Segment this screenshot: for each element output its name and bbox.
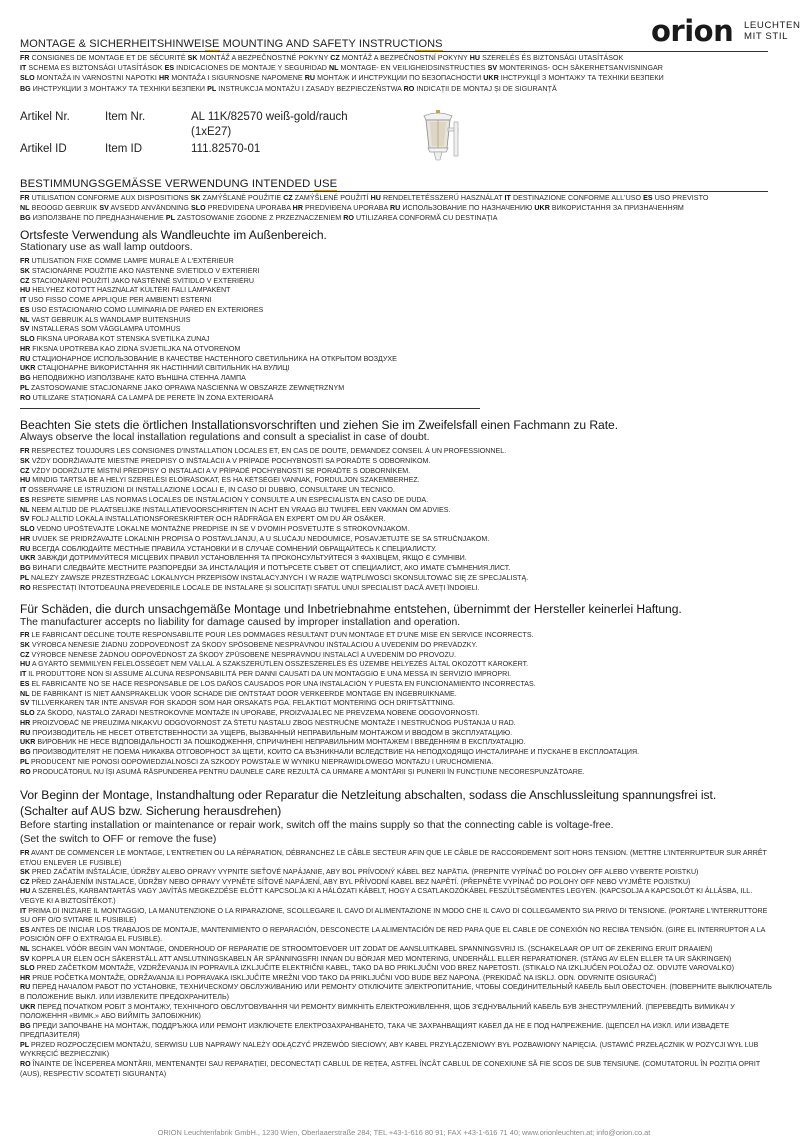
power-heading-de-note: (Schalter auf AUS bzw. Sicherung herausdrehen) — [20, 804, 282, 818]
usage-translation-item: SK STACIONÁRNE POUŽITIE AKO NÁSTENNÉ SVIETIDLO V EXTERIÉRI — [20, 266, 260, 275]
power-translation-item: BG ПРЕДИ ЗАПОЧВАНЕ НА МОНТАЖ, ПОДДРЪЖКА ИЛИ РЕМОНТ ИЗКЛЮЧЕТЕ ЕЛЕКТРОЗАХРАНВАНЕТО, ТАКА ЧЕ ЗАХРАНВАЩИЯТ КАБЕЛ ДА НЕ Е ПОД НАПРЕЖЕНИЕ. (ЩЕПСЕЛ НА ИЗКЛ. ИЛИ ИЗВАДЕТЕ ПРЕДПАЗИТЕЛЯ) — [20, 1021, 730, 1040]
title-translation-line: FR CONSIGNES DE MONTAGE ET DE SÉCURITÉ SK MONTÁŽ A BEZPEČNOSTNÉ POKYNY CZ MONTÁŽ A BEZPEČNOSTNÍ POKYNY HU SZERELÉS ÉS BIZTONSÁGI UTASÍTÁSOK — [20, 54, 624, 62]
article-nr-value: AL 11K/82570 weiß-gold/rauch — [191, 111, 348, 123]
regulations-translation-item: CZ VŽDY DODRŽUJTE MÍSTNÍ PŘEDPISY O INSTALACI A V PŘÍPADĚ POCHYBNOSTÍ SE PORAĎTE S ODBORNÍKEM. — [20, 466, 411, 475]
power-translation-item: HU A SZERELÉS, KARBANTARTÁS VAGY JAVÍTÁS MEGKEZDÉSE ELŐTT KAPCSOLJA KI A HÁLÓZATI KÁBELT, HOGY A CSATLAKOZÓKÁBEL FESZÜLTSÉGMENTES LEGYEN. (KAPCSOLJA A KAPCSOLÓT KI ÁLLÁSBA, ILL. VEGYE KI A BIZTOSÍTÉKOT.) — [20, 887, 753, 905]
usage-translation-item: NL VAST GEBRUIK ALS WANDLAMP BUITENSHUIS — [20, 315, 191, 324]
power-translation-item: ES ANTES DE INICIAR LOS TRABAJOS DE MONTAJE, MANTENIMIENTO O REPARACIÓN, DESCONECTE LA ALIMENTACIÓN DE RED PARA QUE EL CABLE DE CONEXIÓN NO RECIBA TENSIÓN. (GIRE EL INTERRUPTOR A LA POSICIÓN OFF O EXTRAIGA EL FUSIBLE). — [20, 925, 766, 944]
usage-divider — [20, 191, 768, 192]
regulations-translation-item: SK VŽDY DODRŽIAVAJTE MIESTNE PREDPISY O INŠTALÁCII A V PRÍPADE POCHYBNOSTÍ SA PORAĎTE S ODBORNÍKOM. — [20, 456, 431, 465]
usage-translation-item: RO UTILIZARE STAȚIONARĂ CA LAMPĂ DE PERETE ÎN ZONA EXTERIOARĂ — [20, 393, 274, 402]
liability-translation-item: SLO ZA ŠKODO, NASTALO ZARADI NESTROKOVNE MONTAŽE IN UPORABE, PROIZVAJALEC NE PREVZEMA NOBENE ODGOVORNOSTI. — [20, 709, 480, 717]
liability-translation-item: CZ VÝROBCE NENESE ŽÁDNOU ODPOVĚDNOST ZA ŠKODY ZPŮSOBENÉ NESPRÁVNOU INSTALACÍ A UVEDENÍM DO PROVOZU. — [20, 650, 456, 659]
liability-heading-en: The manufacturer accepts no liability for damage caused by improper installation and operation. — [20, 617, 461, 628]
regulations-translation-item: SLO VEDNO UPOŠTEVAJTE LOKALNE MONTAŽNE PREDPISE IN SE V DVOMIH POSVETUJTE S STROKOVNJAKOM. — [20, 525, 410, 533]
liability-translation-item: PL PRODUCENT NIE PONOSI ODPOWIEDZIALNOŚCI ZA SZKODY POWSTAŁE W WYNIKU NIEPRAWIDŁOWEGO MONTAŻU I URUCHOMIENIA. — [20, 757, 494, 766]
logo-tagline-1: LEUCHTEN — [744, 20, 801, 31]
power-heading-en: Before starting installation or maintenance or repair work, switch off the mains supply so that the connecting cable is voltage-free. — [20, 820, 614, 831]
power-translation-item: NL SCHAKEL VÓÓR BEGIN VAN MONTAGE, ONDERHOUD OF REPARATIE DE STROOMTOEVOER UIT ZODAT DE AANSLUITKABEL SPANNINGSVRIJ IS. (SCHAKELAAR OP UIT OF ZEKERING ERUIT DRAAIEN) — [20, 944, 713, 953]
liability-translation-item: UKR ВИРОБНИК НЕ НЕСЕ ВІДПОВІДАЛЬНОСТІ ЗА ПОШКОДЖЕННЯ, СПРИЧИНЕНІ НЕПРАВИЛЬНИМ МОНТАЖЕМ І ВВЕДЕННЯМ В ЕКСПЛУАТАЦІЮ. — [20, 738, 526, 747]
page-title: MONTAGE & SICHERHEITSHINWEISE MOUNTING AND SAFETY INSTRUCTIONS — [20, 38, 443, 50]
usage-translation-line: BG ИЗПОЛЗВАНЕ ПО ПРЕДНАЗНАЧЕНИЕ PL ZASTOSOWANIE ZGODNE Z PRZEZNACZENIEM RO UTILIZAREA CONFORMĂ CU DESTINAȚIA — [20, 214, 498, 223]
liability-translation-list — [20, 631, 772, 777]
usage-translation-item: FR UTILISATION FIXE COMME LAMPE MURALE À L'EXTÉRIEUR — [20, 257, 234, 265]
usage-translation-item: HR FIKSNA UPOTREBA KAO ZIDNA SVJETILJKA NA OTVORENOM — [20, 344, 241, 353]
logo-tagline — [744, 20, 801, 42]
liability-translation-item: RU ПРОИЗВОДИТЕЛЬ НЕ НЕСЕТ ОТВЕТСТВЕННОСТИ ЗА УЩЕРБ, ВЫЗВАННЫЙ НЕПРАВИЛЬНЫМ МОНТАЖОМ И ВВОДОМ В ЭКСПЛУАТАЦИЮ. — [20, 728, 513, 737]
regulations-heading-de: Beachten Sie stets die örtlichen Installationsvorschriften und ziehen Sie im Zweifelsfall einen Fachmann zu Rate. — [20, 418, 619, 432]
regulations-translation-item: RO RESPECTAȚI ÎNTOTDEAUNA PREVEDERILE LOCALE DE INSTALARE ȘI SOLICITAȚI SFATUL UNUI SPECIALIST DACĂ AVEȚI ÎNDOIELI. — [20, 583, 480, 592]
power-heading-de: Vor Beginn der Montage, Instandhaltung oder Reparatur die Netzleitung abschalten, sodass die Anschlussleitung spannungsfrei ist. — [20, 788, 717, 802]
power-translation-item: FR AVANT DE COMMENCER LE MONTAGE, L'ENTRETIEN OU LA RÉPARATION, DÉBRANCHEZ LE CÂBLE SECTEUR AFIN QUE LE CÂBLE DE RACCORDEMENT SOIT HORS TENSION. (METTRE L'INTERRUPTEUR SUR ARRÊT ET/OU ENLEVER LE FUSIBLE) — [20, 849, 767, 867]
regulations-translation-item: UKR ЗАВЖДИ ДОТРИМУЙТЕСЯ МІСЦЕВИХ ПРАВИЛ УСТАНОВЛЕННЯ ТА ПРОКОНСУЛЬТУЙТЕСЯ З ФАХІВЦЕМ, ЯКЩО Є СУМНІВИ. — [20, 554, 467, 563]
usage-translation-line: FR UTILISATION CONFORME AUX DISPOSITIONS SK ZAMÝŠĽANÉ POUŽITIE CZ ZAMÝŠLENÉ POUŽITÍ HU RENDELTETÉSSZERŰ HASZNÁLAT IT DESTINAZIONE CONFORME ALL'USO ES USO PREVISTO — [20, 194, 709, 202]
liability-translation-item: RO PRODUCĂTORUL NU ÎȘI ASUMĂ RĂSPUNDEREA PENTRU DAUNELE CARE REZULTĂ CA URMARE A MONTĂRII ȘI PUNERII ÎN FUNCȚIUNE NECORESPUNZĂTOARE. — [20, 767, 585, 776]
regulations-heading-en: Always observe the local installation regulations and consult a specialist in case of doubt. — [20, 432, 430, 443]
usage-heading-en: Stationary use as wall lamp outdoors. — [20, 242, 193, 253]
usage-list-divider — [20, 408, 480, 409]
usage-translation-item: PL ZASTOSOWANIE STACJONARNE JAKO OPRAWA NAŚCIENNA W OBSZARZE ZEWNĘTRZNYM — [20, 383, 345, 392]
liability-translation-item: SK VÝROBCA NENESIE ŽIADNU ZODPOVEDNOSŤ ZA ŠKODY SPÔSOBENÉ NESPRÁVNOU INŠTALÁCIOU A UVEDENÍM DO PREVÁDZKY. — [20, 640, 478, 649]
liability-translation-item: NL DE FABRIKANT IS NIET AANSPRAKELIJK VOOR SCHADE DIE ONTSTAAT DOOR VERKEERDE MONTAGE EN INGEBRUIKNAME. — [20, 689, 457, 698]
regulations-translation-item: FR RESPECTEZ TOUJOURS LES CONSIGNES D'INSTALLATION LOCALES ET, EN CAS DE DOUTE, DEMANDEZ CONSEIL À UN PROFESSIONNEL. — [20, 447, 507, 455]
power-translation-item: SV KOPPLA UR ELEN OCH SÄKERSTÄLL ATT ANSLUTNINGSKABELN ÄR SPÄNNINGSFRI INNAN DU BÖRJAR MED MONTERING, UNDERHÅLL ELLER REPARATIONER. (STÄNG AV ELEN ELLER TA UR SÄKRINGEN) — [20, 954, 732, 963]
regulations-translation-item: ES RESPETE SIEMPRE LAS NORMAS LOCALES DE INSTALACIÓN Y CONSULTE A UN ESPECIALISTA EN CASO DE DUDA. — [20, 495, 429, 504]
power-translation-list — [20, 849, 772, 1079]
power-translation-item: UKR ПЕРЕД ПОЧАТКОМ РОБІТ З МОНТАЖУ, ТЕХНІЧНОГО ОБСЛУГОВУВАННЯ ЧИ РЕМОНТУ ВИМКНІТЬ ЕЛЕКТРОЖИВЛЕННЯ, ЩОБ З'ЄДНУВАЛЬНИЙ КАБЕЛЬ БУВ ЗНЕСТРУМЛЕНИЙ. (ПЕРЕВЕДІТЬ ВИМИКАЧ У ПОЛОЖЕННЯ «ВИМК.» АБО ВИЙМІТЬ ЗАПОБІЖНИК) — [20, 1002, 735, 1021]
liability-translation-item: ES EL FABRICANTE NO SE HACE RESPONSABLE DE LOS DAÑOS CAUSADOS POR UNA INSTALACIÓN Y PUESTA EN FUNCIONAMIENTO INCORRECTAS. — [20, 679, 536, 688]
regulations-translation-item: PL NALEŻY ZAWSZE PRZESTRZEGAĆ LOKALNYCH PRZEPISÓW INSTALACYJNYCH I W RAZIE WĄTPLIWOŚCI SKONSULTOWAĆ SIĘ ZE SPECJALISTĄ. — [20, 573, 529, 582]
regulations-translation-item: NL NEEM ALTIJD DE PLAATSELIJKE INSTALLATIEVOORSCHRIFTEN IN ACHT EN VRAAG BIJ TWIJFEL EEN VAKMAN OM ADVIES. — [20, 505, 451, 514]
title-translations — [20, 53, 772, 94]
usage-translation-line: NL BEOOGD GEBRUIK SV AVSEDD ANVÄNDNING SLO PREDVIDENA UPORABA HR PREDVIĐENA UPORABA RU ИСПОЛЬЗОВАНИЕ ПО НАЗНАЧЕНИЮ UKR ВИКОРИСТАННЯ ЗА ПРИЗНАЧЕННЯМ — [20, 204, 684, 213]
title-translation-line: SLO MONTAŽA IN VARNOSTNI NAPOTKI HR MONTAŽA I SIGURNOSNE NAPOMENE RU МОНТАЖ И ИНСТРУКЦИИ ПО БЕЗОПАСНОСТИ UKR ІНСТРУКЦІЇ З МОНТАЖУ ТА ТЕХНІКИ БЕЗПЕКИ — [20, 74, 664, 83]
liability-translation-item: BG ПРОИЗВОДИТЕЛЯТ НЕ ПОЕМА НИКАКВА ОТГОВОРНОСТ ЗА ЩЕТИ, КОИТО СА ВЪЗНИКНАЛИ ВСЛЕДСТВИЕ НА НЕПОДХОДЯЩО ИНСТАЛИРАНЕ И ПУСКАНЕ В ЕКСПЛОАТАЦИЯ. — [20, 748, 640, 756]
power-translation-item: HR PRIJE POČETKA MONTAŽE, ODRŽAVANJA ILI POPRAVAKA ISKLJUČITE MREŽNI VOD TAKO DA PRIKLJUČNI VOD BUDE BEZ NAPONA. (PREKIDAČ NA ISKLJ. ODN. ODVRNITE OSIGURAČ) — [20, 973, 657, 982]
liability-translation-item: FR LE FABRICANT DÉCLINE TOUTE RESPONSABILITÉ POUR LES DOMMAGES RÉSULTANT D'UN MONTAGE ET D'UNE MISE EN SERVICE INCORRECTS. — [20, 631, 534, 639]
power-translation-item: RO ÎNAINTE DE ÎNCEPEREA MONTĂRII, MENTENANȚEI SAU REPARAȚIEI, DECONECTAȚI CABLUL DE REȚEA, ASTFEL ÎNCÂT CABLUL DE CONEXIUNE SĂ FIE SCOS DE SUB TENSIUNE. (COMUTATORUL ÎN POZIȚIA OPRIT (AUS), RESPECTIV SCOATEȚI SIGURANȚA) — [20, 1060, 761, 1078]
usage-translation-item: SV INSTALLERAS SOM VÄGGLAMPA UTOMHUS — [20, 325, 181, 334]
article-nr-label-de: Artikel Nr. — [20, 111, 70, 123]
usage-translations — [20, 193, 772, 224]
usage-translation-item: SLO FIKSNA UPORABA KOT STENSKA SVETILKA ZUNAJ — [20, 335, 210, 343]
regulations-translation-item: HR UVIJEK SE PRIDRŽAVAJTE LOKALNIH PROPISA O POSTAVLJANJU, A U SLUČAJU NEDOUMICE, POSAVJETUJTE SE SA STRUČNJAKOM. — [20, 534, 490, 543]
title-translation-line: BG ИНСТРУКЦИИ З МОНТАЖУ ТА ТЕХНІКИ БЕЗПЕКИ PL INSTRUKCJA MONTAŻU I ZASADY BEZPIECZEŃSTWA RO INDICAȚII DE MONTAJ ȘI DE SIGURANȚĂ — [20, 84, 557, 93]
footer-address: ORION Leuchtenfabrik GmbH., 1230 Wien, Oberlaaerstraße 284; TEL +43-1-616 80 91; FAX +43-1-616 71 40; www.orionleuchten.at; info@orion.co.at — [157, 1128, 651, 1137]
title-translation-line: IT SCHEMA ES BIZTONSÁGI UTASÍTÁSOK ES INDICACIONES DE MONTAJE Y SEGURIDAD NL MONTAGE- EN VEILIGHEIDSINSTRUCTIES SV MONTERINGS- OCH SÄKERHETSANVISNINGAR — [20, 64, 663, 73]
article-nr-value-socket: (1xE27) — [191, 126, 232, 138]
usage-translation-item: ES USO ESTACIONARIO COMO LUMINARIA DE PARED EN EXTERIORES — [20, 305, 264, 314]
intended-use-title: BESTIMMUNGSGEMÄSSE VERWENDUNG INTENDED USE — [20, 178, 338, 190]
regulations-translation-item: SV FÖLJ ALLTID LOKALA INSTALLATIONSFÖRESKRIFTER OCH RÅDFRÅGA EN EXPERT OM DU ÄR OSÄKER. — [20, 515, 386, 524]
liability-translation-item: IT IL PRODUTTORE NON SI ASSUME ALCUNA RESPONSABILITÀ PER DANNI CAUSATI DA UN MONTAGGIO E UNA MESSA IN SERVIZIO IMPROPRI. — [20, 670, 512, 678]
title-divider — [20, 51, 768, 52]
logo-wordmark: orion — [651, 14, 734, 48]
usage-translation-item: UKR СТАЦІОНАРНЕ ВИКОРИСТАННЯ ЯК НАСТІННИЙ СВІТИЛЬНИК НА ВУЛИЦІ — [20, 364, 290, 373]
usage-translation-list — [20, 257, 772, 403]
power-heading-en-note: (Set the switch to OFF or remove the fuse) — [20, 834, 217, 845]
power-translation-item: CZ PŘED ZAHÁJENÍM INSTALACE, ÚDRŽBY NEBO OPRAVY VYPNĚTE SÍŤOVÉ NAPÁJENÍ, ABY BYL PŘÍVODNÍ KABEL BEZ NAPĚTÍ. (PŘEPNĚTE VYPÍNAČ DO POLOHY OFF NEBO VYJMĚTE POJISTKU) — [20, 877, 691, 886]
wall-lantern-icon — [416, 108, 460, 168]
article-id-label-en: Item ID — [105, 143, 143, 155]
article-id-value: 111.82570-01 — [191, 143, 261, 155]
power-translation-item: SLO PRED ZAČETKOM MONTAŽE, VZDRŽEVANJA IN POPRAVILA IZKLJUČITE ELEKTRIČNI KABEL, TAKO DA BO PRIKLJUČNI VOD BREZ NAPETOSTI. (STIKALO NA IZKLJUČEN POLOŽAJ OZ. ODVIJTE VAROVALKO) — [20, 964, 734, 973]
liability-translation-item: HU A GYÁRTÓ SEMMILYEN FELELŐSSÉGET NEM VÁLLAL A SZAKSZERŰTLEN ÖSSZESZERELÉS ÉS ÜZEMBE HELYEZÉS ÁLTAL OKOZOTT KÁROKÉRT. — [20, 660, 529, 669]
liability-translation-item: SV TILLVERKAREN TAR INTE ANSVAR FÖR SKADOR SOM HAR ORSAKATS PGA. FELAKTIGT MONTERING OCH DRIFTSÄTTNING. — [20, 699, 456, 708]
regulations-translation-item: IT OSSERVARE LE ISTRUZIONI DI INSTALLAZIONE LOCALI E, IN CASO DI DUBBIO, CONSULTARE UN TECNICO. — [20, 486, 395, 494]
usage-translation-item: BG НЕПОДВИЖНО ИЗПОЛЗВАНЕ КАТО ВЪНШНА СТЕННА ЛАМПА — [20, 374, 246, 382]
power-translation-item: SK PRED ZAČATÍM INŠTALÁCIE, ÚDRŽBY ALEBO OPRAVY VYPNITE SIEŤOVÉ NAPÁJANIE, ABY BOL PRÍVODNÝ KÁBEL BEZ NAPÄTIA. (PREPNITE VYPÍNAČ DO POLOHY OFF ALEBO VYBERTE POISTKU) — [20, 868, 699, 877]
logo-tagline-2: MIT STIL — [744, 31, 789, 42]
power-translation-item: RU ПЕРЕД НАЧАЛОМ РАБОТ ПО УСТАНОВКЕ, ТЕХНИЧЕСКОМУ ОБСЛУЖИВАНИЮ ИЛИ РЕМОНТУ ОТКЛЮЧИТЕ ЭЛЕКТРОПИТАНИЕ, ЧТОБЫ СОЕДИНИТЕЛЬНЫЙ КАБЕЛЬ БЫЛ ОБЕСТОЧЕН. (ПОВЕРНИТЕ ВЫКЛЮЧАТЕЛЬ В ПОЛОЖЕНИЕ ВЫКЛ. ИЛИ ИЗВЛЕКИТЕ ПРЕДОХРАНИТЕЛЬ) — [20, 983, 772, 1001]
power-translation-item: PL PRZED ROZPOCZĘCIEM MONTAŻU, SERWISU LUB NAPRAWY NALEŻY ODŁĄCZYĆ PRZEWÓD SIECIOWY, ABY KABEL PRZYŁĄCZENIOWY BYŁ POZBAWIONY NAPIĘCIA. (USTAWIĆ PRZEŁĄCZNIK W POZYCJI WYŁ LUB WYKRĘCIĆ BEZPIECZNIK) — [20, 1040, 759, 1059]
orion-logo — [651, 14, 801, 48]
regulations-translation-item: RU ВСЕГДА СОБЛЮДАЙТЕ МЕСТНЫЕ ПРАВИЛА УСТАНОВКИ И В СЛУЧАЕ СОМНЕНИЙ ОБРАЩАЙТЕСЬ К СПЕЦИАЛИСТУ. — [20, 544, 437, 553]
article-id-label-de: Artikel ID — [20, 143, 67, 155]
regulations-translation-list — [20, 447, 772, 593]
usage-translation-item: CZ STACIONÁRNÍ POUŽITÍ JAKO NÁSTĚNNÉ SVÍTIDLO V EXTERIÉRU — [20, 276, 255, 285]
regulations-translation-item: HU MINDIG TARTSA BE A HELYI SZERELÉSI ELŐÍRÁSOKAT, ÉS HA KÉTSÉGEI VANNAK, FORDULJON SZAKEMBERHEZ. — [20, 476, 420, 485]
liability-translation-item: HR PROIZVOĐAČ NE PREUZIMA NIKAKVU ODGOVORNOST ZA ŠTETU NASTALU ZBOG NESTRUČNE MONTAŽE I NESTRUČNOG PUŠTANJA U RAD. — [20, 718, 516, 727]
usage-heading-de: Ortsfeste Verwendung als Wandleuchte im Außenbereich. — [20, 228, 327, 242]
liability-heading-de: Für Schäden, die durch unsachgemäße Montage und Inbetriebnahme entstehen, übernimmt der Hersteller keinerlei Haftung. — [20, 602, 682, 616]
regulations-translation-item: BG ВИНАГИ СЛЕДВАЙТЕ МЕСТНИТЕ РАЗПОРЕДБИ ЗА ИНСТАЛАЦИЯ И ПОТЪРСЕТЕ СЪВЕТ ОТ СПЕЦИАЛИСТ, АКО ИМАТЕ СЪМНЕНИЯ.ЛИСТ. — [20, 564, 511, 572]
usage-translation-item: RU СТАЦИОНАРНОЕ ИСПОЛЬЗОВАНИЕ В КАЧЕСТВЕ НАСТЕННОГО СВЕТИЛЬНИКА НА ОТКРЫТОМ ВОЗДУХЕ — [20, 354, 397, 363]
usage-translation-item: HU HELYHEZ KÖTÖTT HASZNÁLAT KÜLTÉRI FALI LÁMPAKÉNT — [20, 286, 231, 295]
article-nr-label-en: Item Nr. — [105, 111, 146, 123]
usage-translation-item: IT USO FISSO COME APPLIQUE PER AMBIENTI ESTERNI — [20, 296, 212, 304]
power-translation-item: IT PRIMA DI INIZIARE IL MONTAGGIO, LA MANUTENZIONE O LA RIPARAZIONE, SCOLLEGARE IL CAVO DI ALIMENTAZIONE IN MODO CHE IL CAVO DI COLLEGAMENTO SIA PRIVO DI TENSIONE. (PORTARE L'INTERRUTTORE SU OFF O/O SVITARE IL FUSIBILE) — [20, 906, 768, 925]
